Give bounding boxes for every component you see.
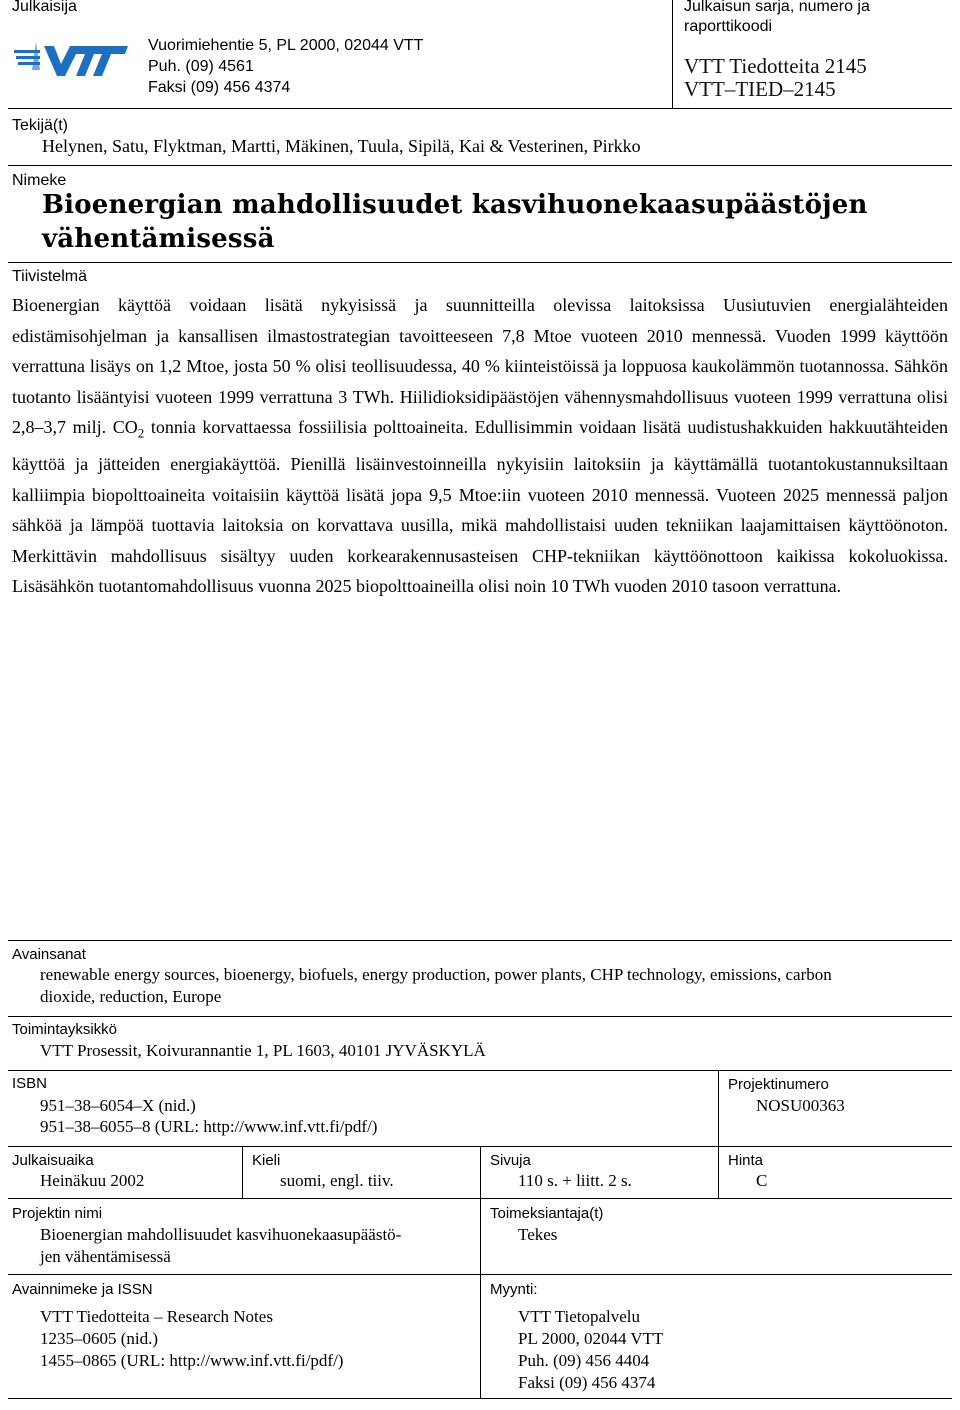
authors-label: Tekijä(t)	[12, 117, 69, 134]
date-value: Heinäkuu 2002	[40, 1171, 145, 1190]
keywords-label: Avainsanat	[12, 946, 86, 963]
divider	[8, 1016, 952, 1017]
unit-label: Toimintayksikkö	[12, 1021, 118, 1038]
abstract-subscript: 2	[137, 425, 145, 441]
abstract-text	[12, 290, 948, 602]
issn-line3: 1455–0865 (URL: http://www.inf.vtt.fi/pdf/)	[40, 1351, 344, 1370]
title-label: Nimeke	[12, 172, 67, 189]
sales-line2: PL 2000, 02044 VTT	[518, 1329, 664, 1348]
project-name-label: Projektin nimi	[12, 1205, 103, 1222]
pages-label: Sivuja	[490, 1152, 531, 1169]
commissioner-label: Toimeksiantaja(t)	[490, 1205, 604, 1222]
divider	[480, 1146, 481, 1398]
language-value: suomi, engl. tiiv.	[280, 1171, 394, 1190]
authors-value: Helynen, Satu, Flyktman, Martti, Mäkinen, Tuula, Sipilä, Kai & Vesterinen, Pirkko	[42, 136, 641, 156]
header-divider	[672, 0, 673, 108]
abstract-label: Tiivistelmä	[12, 268, 87, 285]
project-name-line1: Bioenergian mahdollisuudet kasvihuonekaasupäästö-	[40, 1225, 402, 1244]
date-label: Julkaisuaika	[12, 1152, 94, 1169]
unit-value: VTT Prosessit, Koivurannantie 1, PL 1603, 40101 JYVÄSKYLÄ	[40, 1041, 486, 1060]
divider	[8, 1274, 952, 1275]
divider	[718, 1070, 719, 1146]
divider	[242, 1146, 243, 1198]
isbn-line1: 951–38–6054–X (nid.)	[40, 1096, 196, 1115]
commissioner-value: Tekes	[518, 1225, 558, 1244]
divider	[8, 1198, 952, 1199]
pages-value: 110 s. + liitt. 2 s.	[518, 1171, 632, 1190]
series-label-2: raporttikoodi	[684, 18, 773, 35]
price-value: C	[756, 1171, 768, 1190]
document-title: Bioenergian mahdollisuudet kasvihuonekaasupäästöjen vähentämisessä	[42, 190, 868, 254]
isbn-line2: 951–38–6055–8 (URL: http://www.inf.vtt.fi/pdf/)	[40, 1117, 378, 1136]
keywords-line2: dioxide, reduction, Europe	[40, 987, 222, 1006]
publisher-address: Vuorimiehentie 5, PL 2000, 02044 VTT	[148, 37, 424, 54]
vtt-logo-icon	[14, 34, 130, 82]
issn-label: Avainnimeke ja ISSN	[12, 1281, 153, 1298]
divider	[718, 1146, 719, 1198]
price-label: Hinta	[728, 1152, 764, 1169]
report-code: VTT–TIED–2145	[684, 77, 836, 101]
isbn-label: ISBN	[12, 1075, 48, 1092]
issn-line1: VTT Tiedotteita – Research Notes	[40, 1307, 273, 1326]
divider	[8, 165, 952, 166]
publisher-label: Julkaisija	[12, 0, 77, 15]
divider	[8, 262, 952, 263]
abstract-part1: Bioenergian käyttöä voidaan lisätä nykyisissä ja suunnitteilla olevissa laitoksissa Uusiutuvien energialähteiden edistämisohjelman ja kansallisen ilmastostrategian tavoitteeseen 7,8 Mtoe vuoteen 2010 mennessä. Vuoden 1999 käyttöön verrattuna lisäys on 1,2 Mtoe, josta 50 % olisi teollisuudessa, 40 % kiinteistöissä ja loppuosa kaukolämmön tuotannossa. Sähkön tuotanto lisääntyisi vuoteen 1999 verrattuna 3 TWh. Hiilidioksidipäästöjen vähennysmahdollisuus vuoteen 1999 verrattuna olisi 2,8–3,7 milj. CO	[12, 295, 948, 437]
vtt-logo	[14, 34, 130, 82]
issn-line2: 1235–0605 (nid.)	[40, 1329, 159, 1348]
series-label-1: Julkaisun sarja, numero ja	[684, 0, 870, 15]
publisher-phone: Puh. (09) 4561	[148, 58, 254, 75]
abstract-part2: tonnia korvattaessa fossiilisia polttoaineita. Edullisimmin voidaan lisätä uudistushakkuiden hakkuutähteiden käyttöä ja jätteiden energiakäyttöä. Pienillä lisäinvestoinneilla nykyisiin laitoksiin ja käyttämällä tuotantokustannuksiltaan kalliimpia biopolttoaineita voitaisiin käyttöä lisätä jopa 9,5 Mtoe:iin vuoteen 2010 mennessä. Vuoteen 2025 mennessä paljon sähköä ja lämpöä tuottavia laitoksia on korvattava uusilla, mikä mahdollistaisi uuden tekniikan laajamittaisen käyttöönoton. Merkittävin mahdollisuus sisältyy uuden korkearakennusasteisen CHP-tekniikan käyttöönottoon kaikissa kokoluokissa. Lisäsähkön tuotantomahdollisuus vuonna 2025 biopolttoaineilla olisi noin 10 TWh vuoden 2010 tasoon verrattuna.	[12, 417, 948, 597]
divider	[8, 1398, 952, 1399]
divider	[8, 108, 952, 109]
divider	[8, 1070, 952, 1071]
series-number: VTT Tiedotteita 2145	[684, 54, 867, 78]
sales-line3: Puh. (09) 456 4404	[518, 1351, 650, 1370]
project-number-value: NOSU00363	[756, 1096, 845, 1115]
publisher-fax: Faksi (09) 456 4374	[148, 79, 291, 96]
divider	[8, 940, 952, 941]
sales-line1: VTT Tietopalvelu	[518, 1307, 640, 1326]
sales-line4: Faksi (09) 456 4374	[518, 1373, 656, 1392]
project-name-line2: jen vähentämisessä	[40, 1247, 171, 1266]
project-number-label: Projektinumero	[728, 1076, 829, 1093]
sales-label: Myynti:	[490, 1281, 538, 1298]
keywords-line1: renewable energy sources, bioenergy, biofuels, energy production, power plants, CHP technology, emissions, carbon	[40, 965, 832, 984]
language-label: Kieli	[252, 1152, 281, 1169]
